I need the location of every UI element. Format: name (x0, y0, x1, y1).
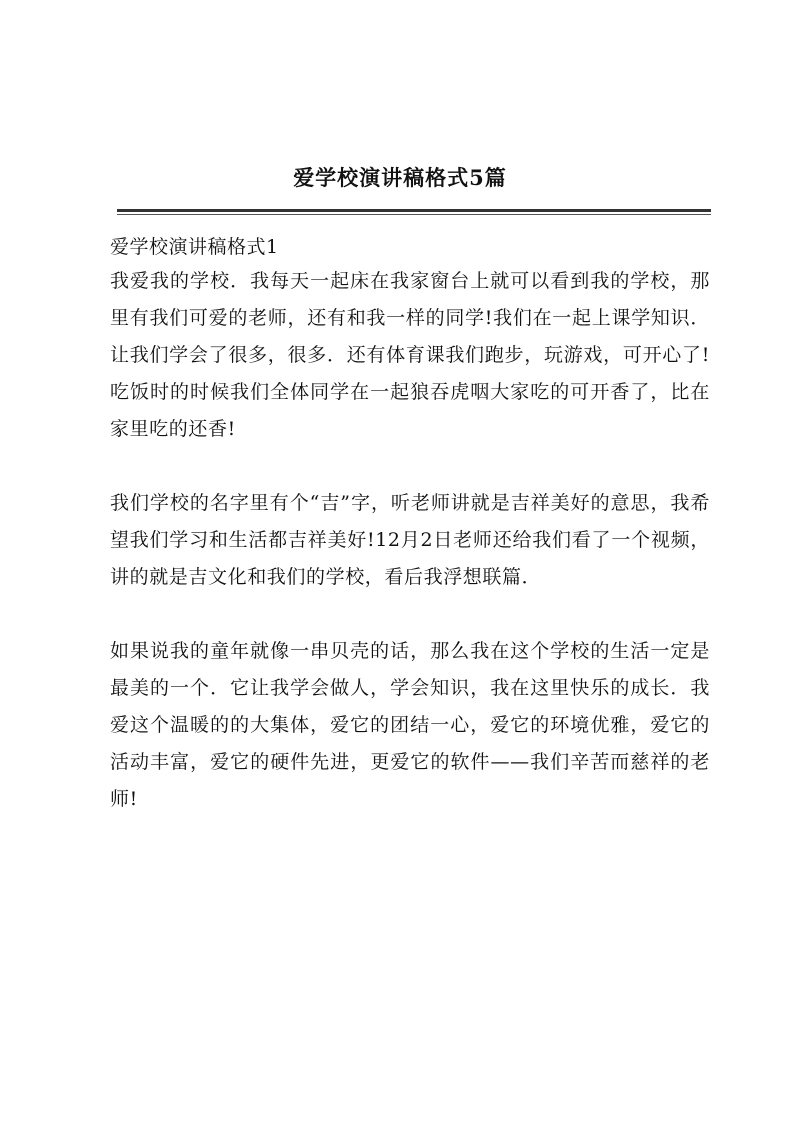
title-divider (117, 209, 711, 212)
paragraph-3: 如果说我的童年就像一串贝壳的话，那么我在这个学校的生活一定是最美的一个．它让我学会做人，学会知识，我在这里快乐的成长．我爱这个温暖的的大集体，爱它的团结一心，爱它的环境优雅，爱它的活动丰富，爱它的硬件先进，更爱它的软件——我们辛苦而慈祥的老师! (110, 640, 710, 810)
paragraph-1: 我爱我的学校．我每天一起床在我家窗台上就可以看到我的学校，那里有我们可爱的老师，还有和我一样的同学!我们在一起上课学知识．让我们学会了很多，很多．还有体育课我们跑步，玩游戏，可开心了!吃饭时的时候我们全体同学在一起狼吞虎咽大家吃的可开香了，比在家里吃的还香! (110, 270, 710, 440)
document-body (110, 231, 710, 818)
paragraph-2: 我们学校的名字里有个“吉”字，听老师讲就是吉祥美好的意思，我希望我们学习和生活都吉祥美好!12月2日老师还给我们看了一个视频，讲的就是吉文化和我们的学校，看后我浮想联篇． (110, 492, 710, 588)
section-heading: 爱学校演讲稿格式1 (110, 236, 279, 258)
page-title: 爱学校演讲稿格式5篇 (293, 165, 507, 190)
